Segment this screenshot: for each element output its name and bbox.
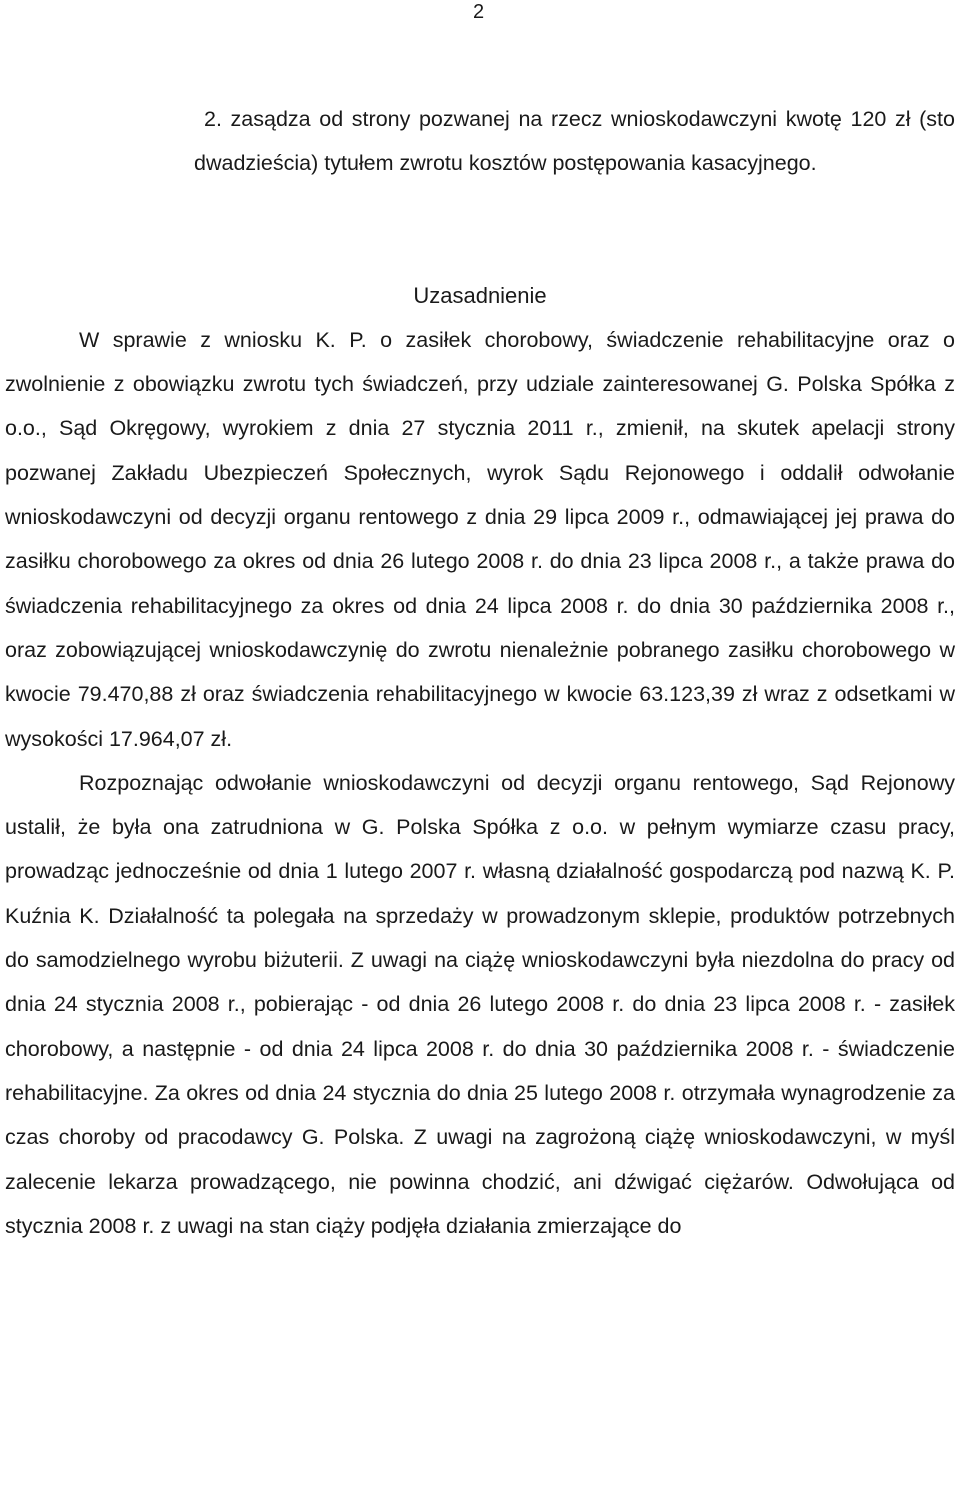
justification-paragraph-1: W sprawie z wniosku K. P. o zasiłek chorobowy, świadczenie rehabilitacyjne oraz o zwolnienie z obowiązku zwrotu tych świadczeń, przy udziale zainteresowanej G. Polska Spółka z o.o., Sąd Okręgowy, wyrokiem z dnia 27 stycznia 2011 r., zmienił, na skutek apelacji strony pozwanej Zakładu Ubezpieczeń Społecznych, wyrok Sądu Rejonowego i oddalił odwołanie wnioskodawczyni od decyzji organu rentowego z dnia 29 lipca 2009 r., odmawiającej jej prawa do zasiłku chorobowego za okres od dnia 26 lutego 2008 r. do dnia 23 lipca 2008 r., a także prawa do świadczenia rehabilitacyjnego za okres od dnia 24 lipca 2008 r. do dnia 30 października 2008 r., oraz zobowiązującej wnioskodawczynię do zwrotu nienależnie pobranego zasiłku chorobowego w kwocie 79.470,88 zł oraz świadczenia rehabilitacyjnego w kwocie 63.123,39 zł wraz z odsetkami w wysokości 17.964,07 zł. <box>5 327 955 751</box>
justification-paragraph-2: Rozpoznając odwołanie wnioskodawczyni od decyzji organu rentowego, Sąd Rejonowy ustalił, że była ona zatrudniona w G. Polska Spółka z o.o. w pełnym wymiarze czasu pracy, prowadząc jednocześnie od dnia 1 lutego 2007 r. własną działalność gospodarczą pod nazwą K. P. Kuźnia K. Działalność ta polegała na sprzedaży w prowadzonym sklepie, produktów potrzebnych do samodzielnego wyrobu biżuterii. Z uwagi na ciążę wnioskodawczyni była niezdolna do pracy od dnia 24 stycznia 2008 r., pobierając - od dnia 26 lutego 2008 r. do dnia 23 lipca 2008 r. - zasiłek chorobowy, a następnie - od dnia 24 lipca 2008 r. do dnia 30 października 2008 r. - świadczenie rehabilitacyjne. Za okres od dnia 24 stycznia do dnia 25 lutego 2008 r. otrzymała wynagrodzenie za czas choroby od pracodawcy G. Polska. Z uwagi na zagrożoną ciążę wnioskodawczyni, w myśl zalecenie lekarza prowadzącego, nie powinna chodzić, ani dźwigać ciężarów. Odwołująca od stycznia 2008 r. z uwagi na stan ciąży podjęła działania zmierzające do <box>5 770 955 1238</box>
page-number: 2 <box>473 1 485 23</box>
document-body <box>5 97 955 1248</box>
ruling-item-2: 2. zasądza od strony pozwanej na rzecz wnioskodawczyni kwotę 120 zł (sto dwadzieścia) tytułem zwrotu kosztów postępowania kasacyjnego. <box>194 107 955 176</box>
section-heading: Uzasadnienie <box>413 282 547 308</box>
